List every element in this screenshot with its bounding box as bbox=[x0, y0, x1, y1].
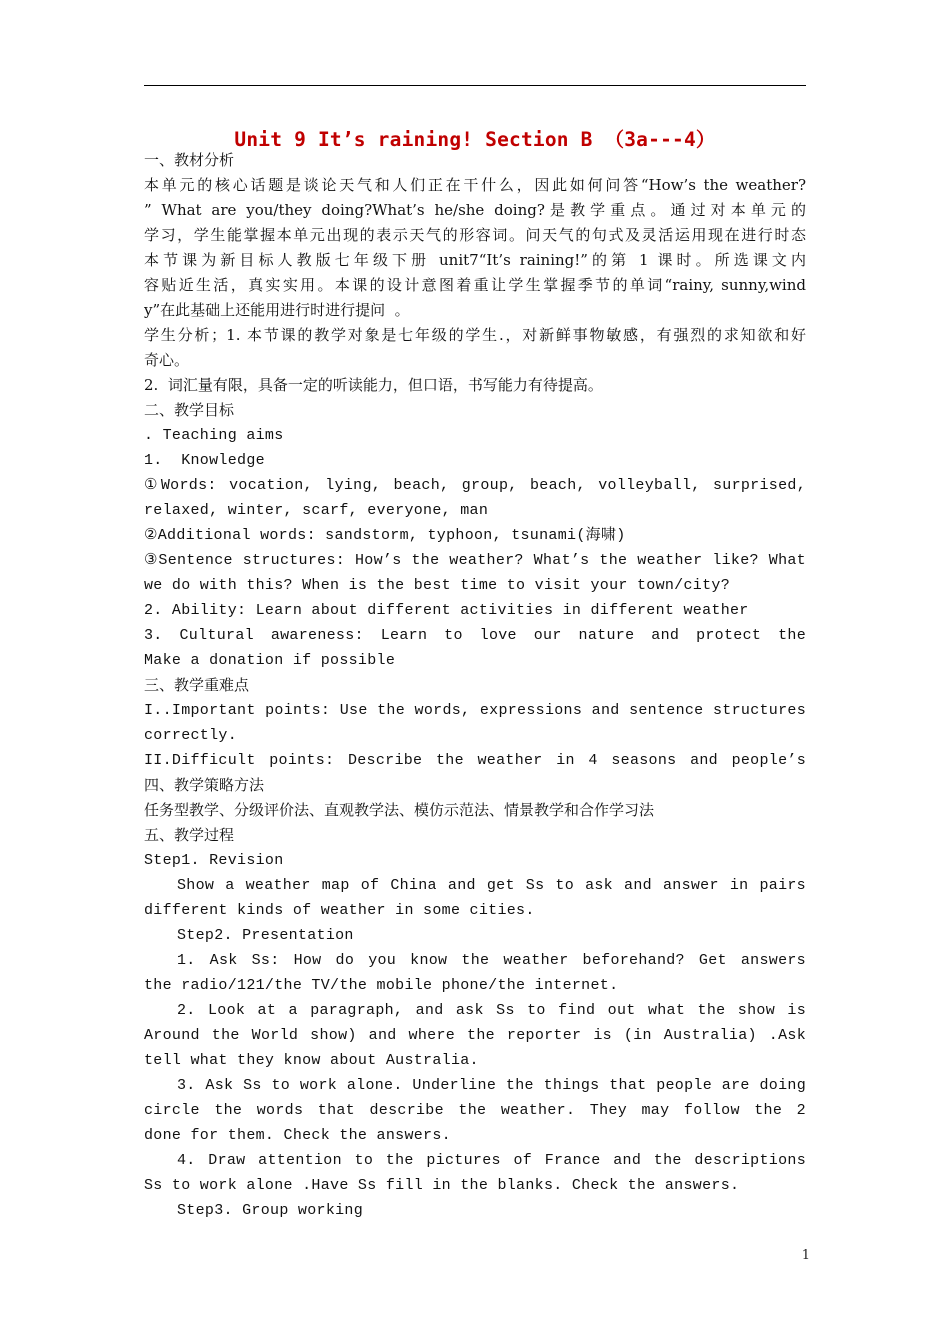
header-rule bbox=[144, 85, 806, 86]
section-heading: 二、教学目标 bbox=[144, 401, 235, 419]
paragraph-line: Make a donation if possible bbox=[144, 652, 396, 669]
paragraph-line: different kinds of weather in some cities. bbox=[144, 902, 535, 919]
document-body bbox=[144, 148, 806, 1223]
section-heading: 五、教学过程 bbox=[144, 826, 235, 844]
paragraph-line: y”在此基础上还能用进行时进行提问 。 bbox=[144, 301, 410, 319]
page-number: 1 bbox=[801, 1248, 810, 1263]
paragraph-line: the radio/121/the TV/the mobile phone/the internet. bbox=[144, 977, 619, 994]
paragraph-line: 本节课为新目标人教版七年级下册 unit7“It’s raining!”的第 1 课时。所选课文内 bbox=[144, 251, 806, 269]
paragraph-line: I..Important points: Use the words, expressions and sentence structures bbox=[144, 702, 806, 719]
paragraph-line: ” What are you/they doing?What’s he/she doing?是教学重点。通过对本单元的 bbox=[144, 201, 806, 219]
section-heading: 四、教学策略方法 bbox=[144, 776, 265, 794]
paragraph-line: Ss to work alone .Have Ss fill in the blanks. Check the answers. bbox=[144, 1177, 740, 1194]
paragraph-line: 1. Ask Ss: How do you know the weather beforehand? Get answers bbox=[177, 952, 806, 969]
paragraph-line: ②Additional words: sandstorm, typhoon, tsunami(海啸) bbox=[144, 527, 626, 544]
paragraph-line: 4. Draw attention to the pictures of France and the descriptions bbox=[177, 1152, 806, 1169]
document-title: Unit 9 It’s raining! Section B （3a---4） bbox=[234, 128, 716, 151]
paragraph-line: correctly. bbox=[144, 727, 238, 744]
paragraph-line: circle the words that describe the weather. They may follow the 2 bbox=[144, 1102, 806, 1119]
paragraph-line: done for them. Check the answers. bbox=[144, 1127, 451, 1144]
step-heading: Step3. Group working bbox=[177, 1202, 364, 1219]
paragraph-line: 2. Ability: Learn about different activities in different weather bbox=[144, 602, 749, 619]
paragraph-line: ③Sentence structures: How’s the weather? What’s the weather like? What bbox=[144, 552, 806, 569]
step-heading: Step2. Presentation bbox=[177, 927, 354, 944]
paragraph-line: 1. Knowledge bbox=[144, 452, 265, 469]
paragraph-line: ①Words: vocation, lying, beach, group, beach, volleyball, surprised, bbox=[144, 477, 806, 494]
paragraph-line: we do with this? When is the best time to visit your town/city? bbox=[144, 577, 730, 594]
paragraph-line: II.Difficult points: Describe the weather in 4 seasons and people’s bbox=[144, 752, 806, 769]
paragraph-line: 容贴近生活，真实实用。本课的设计意图着重让学生掌握季节的单词“rainy, sunny,wind bbox=[144, 276, 806, 294]
paragraph-line: Show a weather map of China and get Ss to ask and answer in pairs bbox=[177, 877, 806, 894]
paragraph-line: 3. Cultural awareness: Learn to love our nature and protect the bbox=[144, 627, 806, 644]
section-heading: 三、教学重难点 bbox=[144, 676, 250, 694]
paragraph-line: 2. Look at a paragraph, and ask Ss to find out what the show is bbox=[177, 1002, 806, 1019]
step-heading: Step1. Revision bbox=[144, 852, 284, 869]
paragraph-line: 学习，学生能掌握本单元出现的表示天气的形容词。问天气的句式及灵活运用现在进行时态 bbox=[144, 226, 806, 244]
paragraph-line: Around the World show) and where the reporter is (in Australia) .Ask bbox=[144, 1027, 806, 1044]
paragraph-line: 奇心。 bbox=[144, 351, 190, 369]
paragraph-line: 2. 词汇量有限，具备一定的听读能力，但口语，书写能力有待提高。 bbox=[144, 376, 603, 394]
paragraph-line: tell what they know about Australia. bbox=[144, 1052, 479, 1069]
paragraph-line: 任务型教学、分级评价法、直观教学法、模仿示范法、情景教学和合作学习法 bbox=[144, 801, 655, 819]
paragraph-line: 3. Ask Ss to work alone. Underline the things that people are doing bbox=[177, 1077, 806, 1094]
paragraph-line: . Teaching aims bbox=[144, 427, 284, 444]
paragraph-line: relaxed, winter, scarf, everyone, man bbox=[144, 502, 489, 519]
paragraph-line: 学生分析；1. 本节课的教学对象是七年级的学生.，对新鲜事物敏感，有强烈的求知欲和好 bbox=[144, 326, 806, 344]
section-heading: 一、教材分析 bbox=[144, 151, 235, 169]
paragraph-line: 本单元的核心话题是谈论天气和人们正在干什么，因此如何问答“How’s the weather? bbox=[144, 176, 806, 194]
